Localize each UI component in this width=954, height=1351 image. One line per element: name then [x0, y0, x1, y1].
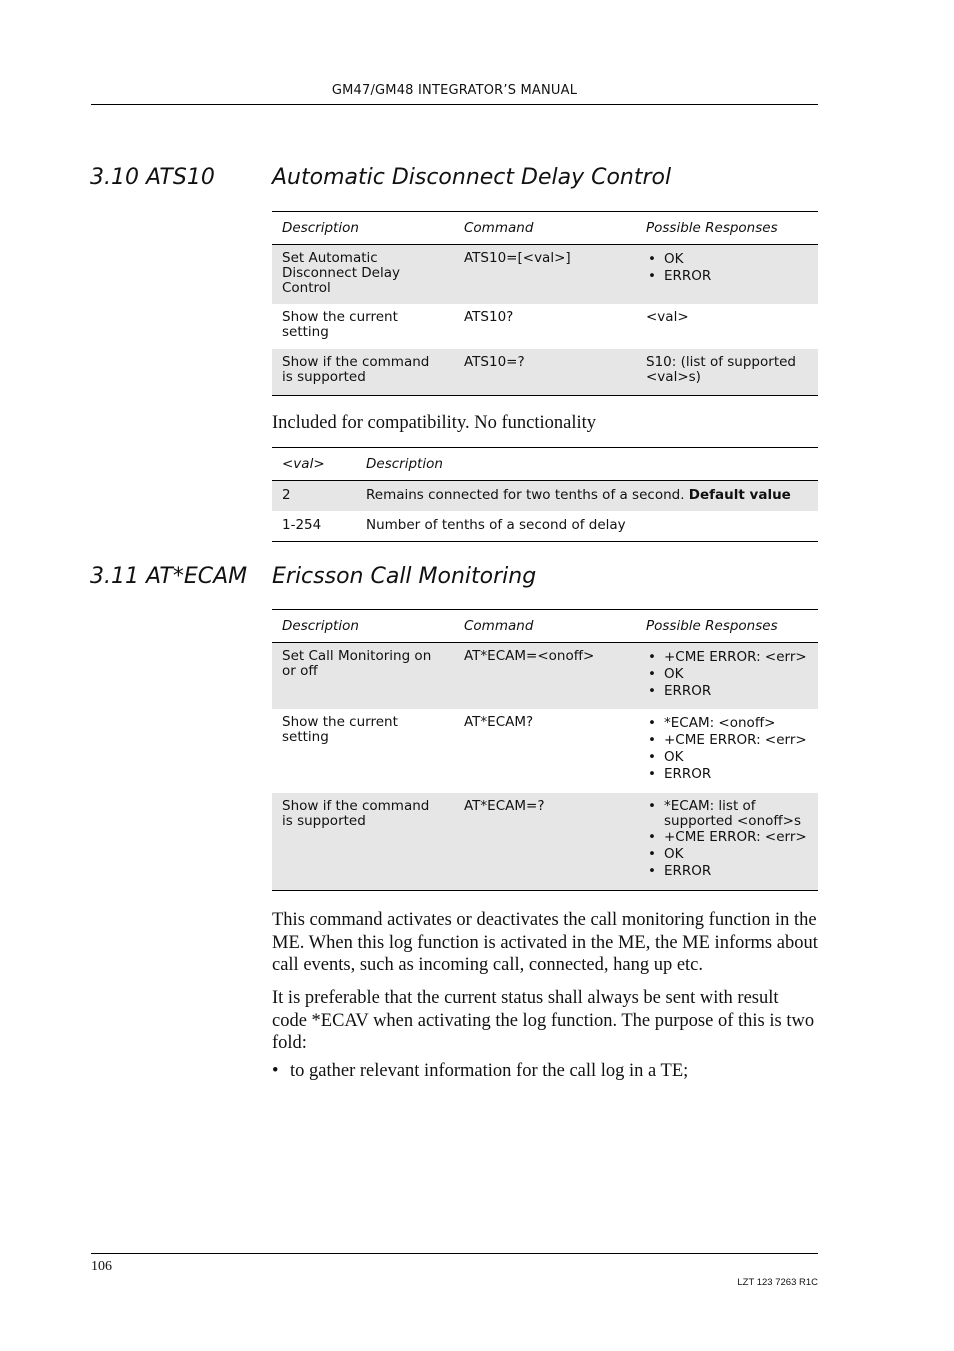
response-item: • +CME ERROR: <err> [646, 649, 808, 666]
description-cell: Show if the command is supported [272, 349, 454, 395]
default-value-label: Default value [688, 487, 791, 503]
response-item: • OK [646, 749, 808, 766]
response-item: • OK [646, 251, 808, 268]
page-number: 106 [91, 1259, 112, 1274]
list-item [272, 1060, 818, 1083]
table-header-row [272, 212, 818, 245]
description-cell: Show if the command is supported [272, 793, 454, 891]
value-description: Remains connected for two tenths of a second. [366, 487, 685, 503]
section-title: Automatic Disconnect Delay Control [272, 165, 672, 190]
response-item: • ERROR [646, 766, 808, 783]
table-row [272, 709, 818, 793]
response-item: • *ECAM: list of supported <onoff>s [646, 799, 808, 829]
responses-cell [636, 709, 818, 793]
description-cell: Show the current setting [282, 713, 398, 745]
column-header: Possible Responses [636, 212, 818, 245]
response-item: • ERROR [646, 683, 808, 700]
response-item: • OK [646, 846, 808, 863]
response-item: • ERROR [646, 268, 808, 285]
response-item: • +CME ERROR: <err> [646, 732, 808, 749]
command-cell: ATS10? [464, 309, 514, 325]
footer-divider [91, 1253, 818, 1254]
value-cell: 1-254 [272, 511, 356, 542]
response-item: • +CME ERROR: <err> [646, 829, 808, 846]
table-row [272, 643, 818, 709]
body-paragraph: It is preferable that the current status shall always be sent with result code *ECAV when activating the log function. The purpose of this is two fold: [272, 988, 815, 1053]
table-header-row [272, 610, 818, 643]
responses-cell [636, 643, 818, 709]
value-description-cell [356, 481, 818, 512]
document-code: LZT 123 7263 R1C [737, 1277, 818, 1288]
response-cell: <val> [646, 309, 689, 325]
list-item-text: to gather relevant information for the call log in a TE; [290, 1061, 689, 1081]
command-cell: AT*ECAM=? [454, 793, 636, 891]
column-header: Command [454, 610, 636, 643]
description-cell: Show the current setting [282, 309, 398, 340]
column-header: <val> [272, 448, 356, 481]
section-title: Ericsson Call Monitoring [272, 564, 537, 589]
column-header: Description [272, 610, 454, 643]
command-table [272, 609, 818, 891]
description-cell: Set Call Monitoring on or off [272, 643, 454, 709]
response-item: • ERROR [646, 863, 808, 880]
command-cell: ATS10=[<val>] [454, 245, 636, 305]
manual-title: GM47/GM48 INTEGRATOR’S MANUAL [331, 83, 578, 98]
body-paragraph: This command activates or deactivates the call monitoring function in the ME. When this log function is activated in the ME, the ME informs about call events, such as incoming call, connected, hang up etc. [272, 910, 818, 975]
column-header: Description [272, 212, 454, 245]
page-header [91, 80, 818, 105]
column-header: Command [454, 212, 636, 245]
command-cell: ATS10=? [454, 349, 636, 395]
column-header: Possible Responses [636, 610, 818, 643]
command-cell: AT*ECAM? [464, 713, 534, 730]
table-row [272, 481, 818, 512]
command-cell: AT*ECAM=<onoff> [454, 643, 636, 709]
command-table [272, 211, 818, 396]
column-header: Description [356, 448, 818, 481]
table-header-row [272, 448, 818, 481]
table-row [272, 245, 818, 305]
value-cell: 2 [272, 481, 356, 512]
response-item: • OK [646, 666, 808, 683]
value-table [272, 447, 818, 542]
table-row [272, 793, 818, 891]
response-item: • *ECAM: <onoff> [646, 715, 808, 732]
value-description-cell: Number of tenths of a second of delay [356, 511, 818, 542]
response-cell: S10: (list of supported <val>s) [636, 349, 818, 395]
responses-cell [636, 793, 818, 891]
responses-cell [636, 245, 818, 305]
description-cell: Set Automatic Disconnect Delay Control [272, 245, 454, 305]
compatibility-note: Included for compatibility. No functionality [272, 413, 597, 433]
table-row [272, 349, 818, 395]
table-row [272, 511, 818, 542]
section-number: 3.11 AT*ECAM [90, 564, 248, 589]
section-number: 3.10 ATS10 [90, 165, 215, 190]
bullet-icon: • [272, 1061, 279, 1081]
table-row [272, 304, 818, 349]
